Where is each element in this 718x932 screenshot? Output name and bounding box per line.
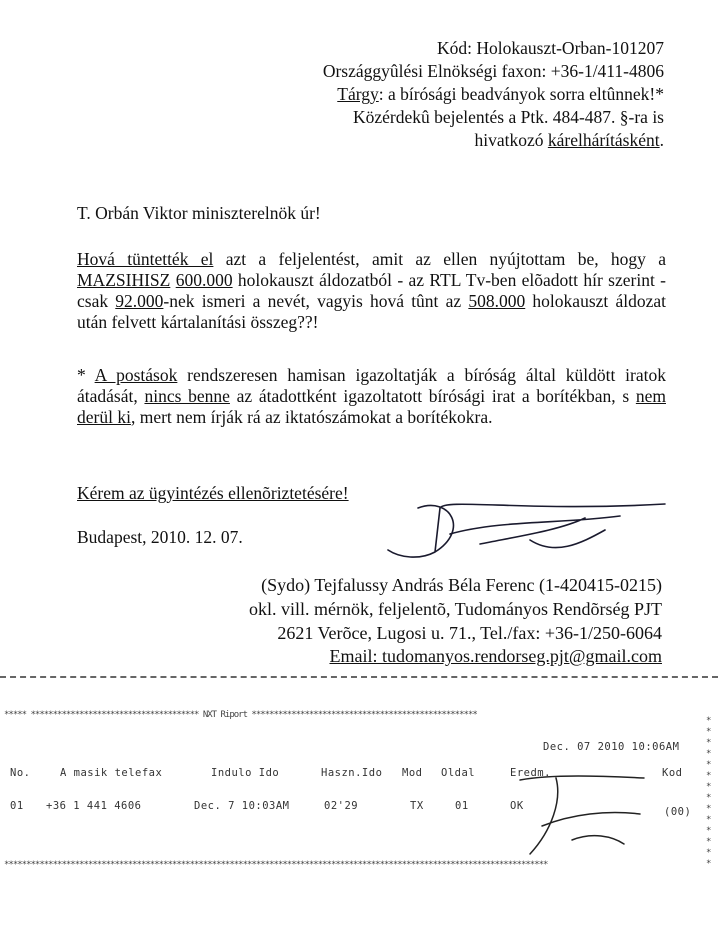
notice-text: hivatkozó — [474, 130, 548, 150]
handwritten-signature — [380, 490, 670, 570]
fax-cell-pages: 01 — [455, 800, 469, 812]
header-subject — [337, 84, 664, 105]
signature-email: Email: tudomanyos.rendorseg.pjt@gmail.com — [329, 646, 662, 666]
place-date: Budapest, 2010. 12. 07. — [77, 527, 243, 547]
paragraph-1 — [77, 249, 666, 333]
fax-report-datetime: Dec. 07 2010 10:06AM — [543, 741, 680, 753]
p1-underlined-2: MAZSIHISZ — [77, 270, 171, 290]
p1-text-1: azt a feljelentést, amit az ellen nyújtottam be, hogy a — [213, 249, 666, 269]
divider — [0, 676, 718, 678]
p1-underlined-5: 508.000 — [468, 291, 526, 311]
p1-underlined-4: 92.000 — [115, 291, 164, 311]
p1-underlined-1: Hová tüntették el — [77, 249, 214, 269]
fax-cell-result: OK — [510, 800, 524, 812]
p1-text-4: holokauszt áldozat után felvett kártalanítási összeg??! — [77, 291, 666, 332]
header-notice-line2 — [474, 130, 664, 151]
p2-underlined-3: nem derül ki — [77, 386, 666, 427]
signature-line1: (Sydo) Tejfalussy András Béla Ferenc (1-420415-0215) — [261, 575, 662, 595]
fax-col-pages: Oldal — [441, 767, 476, 779]
code-label: Kód: — [437, 38, 473, 58]
header-notice-line1: Közérdekû bejelentés a Ptk. 484-487. §-ra is — [352, 107, 664, 127]
header-fax-line: Országgyûlési Elnökségi faxon: +36-1/411-4806 — [322, 61, 664, 81]
p2-text-2: az átadottként igazoltatott bírósági irat a borítékban, s — [229, 386, 636, 406]
fax-cell-start: Dec. 7 10:03AM — [194, 800, 290, 812]
fax-col-code: Kod — [662, 767, 683, 779]
fax-report-title: ***** ************************************** NXT Riport *************************************************** — [4, 710, 477, 720]
signature-line3: 2621 Verõce, Lugosi u. 71., Tel./fax: +36-1/250-6064 — [277, 623, 662, 643]
p2-text-1: rendszeresen hamisan igazoltatják a bíróság által küldött iratok átadását, — [77, 365, 666, 406]
code-value: Holokauszt-Orban-101207 — [476, 38, 664, 58]
fax-col-no: No. — [10, 767, 31, 779]
paragraph-2 — [77, 365, 666, 428]
p2-asterisk: * — [77, 365, 95, 385]
fax-col-start: Indulo Ido — [211, 767, 280, 779]
notice-underlined: kárelhárításként — [547, 130, 660, 150]
fax-report-bottom-border: *************************************************************************************************************************** — [4, 860, 548, 870]
fax-cell-code: (00) — [664, 806, 692, 818]
fax-cell-remote: +36 1 441 4606 — [46, 800, 142, 812]
salutation: T. Orbán Viktor miniszterelnök úr! — [77, 203, 321, 223]
p2-underlined-1: A postások — [94, 365, 178, 385]
fax-cell-duration: 02'29 — [324, 800, 359, 812]
subject-text: : a bírósági beadványok sorra eltûnnek!* — [378, 84, 664, 104]
fax-signature — [512, 770, 652, 862]
fax-col-result: Eredm. — [510, 767, 551, 779]
p1-text-3: -nek ismeri a nevét, vagyis hová tûnt az — [163, 291, 469, 311]
fax-col-duration: Haszn.Ido — [321, 767, 383, 779]
p1-text-2: holokauszt áldozatból - az RTL Tv-ben elõadott hír szerint - csak — [77, 270, 666, 311]
signature-line2: okl. vill. mérnök, feljelentõ, Tudományos Rendõrség PJT — [249, 599, 662, 619]
fax-col-mode: Mod — [402, 767, 423, 779]
fax-report-border: ************** — [706, 716, 712, 869]
p1-underlined-3: 600.000 — [175, 270, 233, 290]
fax-cell-no: 01 — [10, 800, 24, 812]
request-line: Kérem az ügyintézés ellenõriztetésére! — [77, 483, 349, 503]
p2-text-3: , mert nem írják rá az iktatószámokat a borítékokra. — [130, 407, 493, 427]
fax-cell-mode: TX — [410, 800, 424, 812]
p2-underlined-2: nincs benne — [144, 386, 230, 406]
header-code — [437, 38, 664, 59]
fax-col-remote: A masik telefax — [60, 767, 163, 779]
subject-label: Tárgy — [337, 84, 379, 104]
notice-period: . — [659, 130, 664, 150]
